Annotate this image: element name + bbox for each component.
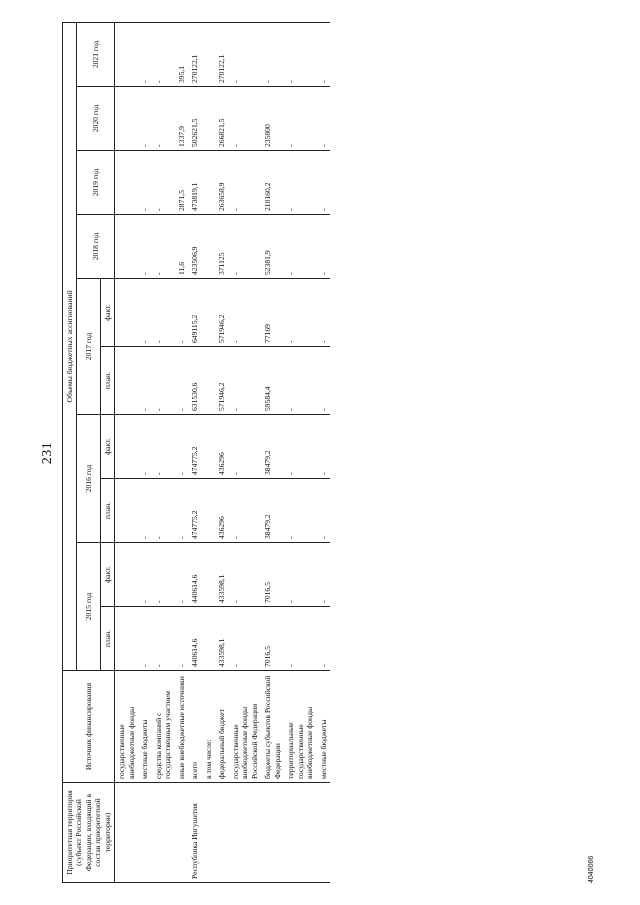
cell-value: - <box>152 215 175 279</box>
cell-territory <box>138 783 151 883</box>
cell-value: - <box>284 607 316 671</box>
cell-value: - <box>284 543 316 607</box>
cell-territory <box>152 783 175 883</box>
cell-value <box>202 22 215 86</box>
cell-value: - <box>229 22 261 86</box>
header-plan-2017: план. <box>100 347 114 415</box>
cell-value <box>115 87 138 151</box>
cell-value <box>202 87 215 151</box>
cell-territory <box>175 783 188 883</box>
cell-value: - <box>284 151 316 215</box>
cell-value: 59584,4 <box>261 347 284 415</box>
cell-value: - <box>229 151 261 215</box>
cell-territory: Республика Ингушетия <box>188 783 201 883</box>
cell-value: - <box>175 415 188 479</box>
cell-value <box>115 347 138 415</box>
cell-value: - <box>138 22 151 86</box>
cell-value: 649115,2 <box>188 279 201 347</box>
cell-territory <box>261 783 284 883</box>
cell-value: - <box>152 543 175 607</box>
cell-value: - <box>284 347 316 415</box>
header-territory: Приоритетная территория (субъект Российской Федерации, входящий в состав приоритетной территории) <box>63 783 115 883</box>
cell-value: - <box>138 479 151 543</box>
cell-value: 2871,5 <box>175 151 188 215</box>
cell-value <box>115 22 138 86</box>
cell-source: государственные внебюджетные фонды <box>115 671 138 783</box>
table-row <box>229 22 261 882</box>
cell-value: - <box>152 479 175 543</box>
cell-value: - <box>229 607 261 671</box>
cell-value: - <box>284 215 316 279</box>
cell-value: - <box>229 87 261 151</box>
cell-value: 474775,2 <box>188 479 201 543</box>
cell-value: - <box>175 279 188 347</box>
cell-value <box>115 151 138 215</box>
cell-value: - <box>261 22 284 86</box>
cell-value: 440614,6 <box>188 607 201 671</box>
cell-value: - <box>317 607 330 671</box>
cell-value <box>115 607 138 671</box>
cell-value: - <box>138 543 151 607</box>
cell-value: 235800 <box>261 87 284 151</box>
cell-value: 474775,2 <box>188 415 201 479</box>
table-row <box>261 22 284 882</box>
header-year-2016: 2016 год <box>77 415 100 543</box>
table-row <box>188 22 201 882</box>
cell-value <box>115 215 138 279</box>
cell-value: - <box>175 543 188 607</box>
cell-value: - <box>317 151 330 215</box>
cell-value: 423506,9 <box>188 215 201 279</box>
header-fact-2016: факт. <box>100 415 114 479</box>
cell-value: - <box>317 347 330 415</box>
header-year-2017: 2017 год <box>77 279 100 415</box>
cell-value: - <box>152 151 175 215</box>
page-number: 231 <box>40 441 55 465</box>
cell-value: 77169 <box>261 279 284 347</box>
cell-value: 440614,6 <box>188 543 201 607</box>
header-year-2021: 2021 год <box>77 22 115 86</box>
cell-value: 52381,9 <box>261 215 284 279</box>
cell-value: 571946,2 <box>215 279 228 347</box>
cell-value: - <box>317 543 330 607</box>
cell-value: - <box>175 479 188 543</box>
cell-value <box>202 279 215 347</box>
header-year-2019: 2019 год <box>77 151 115 215</box>
cell-value <box>115 479 138 543</box>
cell-value: 436296 <box>215 479 228 543</box>
cell-value: - <box>138 607 151 671</box>
cell-value <box>115 279 138 347</box>
cell-value: 266821,5 <box>215 87 228 151</box>
cell-source: местные бюджеты <box>138 671 151 783</box>
table-row <box>284 22 316 882</box>
cell-value: 263658,9 <box>215 151 228 215</box>
cell-value: 7016,5 <box>261 607 284 671</box>
cell-source: территориальные государственные внебюджетные фонды <box>284 671 316 783</box>
cell-value: - <box>229 479 261 543</box>
cell-value: - <box>317 279 330 347</box>
cell-value: - <box>284 22 316 86</box>
cell-territory <box>215 783 228 883</box>
cell-value: 38479,2 <box>261 415 284 479</box>
cell-value: 210160,2 <box>261 151 284 215</box>
cell-source: федеральный бюджет <box>215 671 228 783</box>
cell-value: - <box>284 415 316 479</box>
cell-value <box>115 415 138 479</box>
header-year-2018: 2018 год <box>77 215 115 279</box>
cell-value: 1337,9 <box>175 87 188 151</box>
cell-value: - <box>152 279 175 347</box>
table-row <box>152 22 175 882</box>
cell-value <box>202 607 215 671</box>
cell-value: - <box>175 347 188 415</box>
cell-value: - <box>317 479 330 543</box>
cell-source: государственные внебюджетные фонды Российской Федерации <box>229 671 261 783</box>
header-year-2015: 2015 год <box>77 543 100 671</box>
cell-source: иные внебюджетные источники <box>175 671 188 783</box>
cell-value: 502621,5 <box>188 87 201 151</box>
cell-value: - <box>317 22 330 86</box>
cell-territory <box>202 783 215 883</box>
cell-value: 395,1 <box>175 22 188 86</box>
cell-value: - <box>317 415 330 479</box>
cell-value: - <box>138 347 151 415</box>
table-row <box>215 22 228 882</box>
cell-territory <box>284 783 316 883</box>
cell-source: средства компаний с государственным участием <box>152 671 175 783</box>
cell-value <box>202 415 215 479</box>
cell-source: местные бюджеты <box>317 671 330 783</box>
table-row <box>317 22 330 882</box>
cell-value: 371125 <box>215 215 228 279</box>
cell-value: - <box>317 215 330 279</box>
cell-value: 11,6 <box>175 215 188 279</box>
rotated-content <box>40 23 600 883</box>
cell-value: - <box>229 215 261 279</box>
cell-value: - <box>152 347 175 415</box>
header-year-2020: 2020 год <box>77 87 115 151</box>
cell-value: - <box>138 279 151 347</box>
table-row <box>202 22 215 882</box>
cell-value: - <box>138 215 151 279</box>
cell-value: 473819,1 <box>188 151 201 215</box>
header-plan-2016: план. <box>100 479 114 543</box>
cell-value: - <box>317 87 330 151</box>
header-volumes: Объемы бюджетных ассигнований <box>63 22 77 670</box>
cell-value <box>202 347 215 415</box>
header-source: Источник финансирования <box>63 671 115 783</box>
cell-value: 38479,2 <box>261 479 284 543</box>
cell-value: - <box>152 87 175 151</box>
cell-value: 571946,2 <box>215 347 228 415</box>
table-row <box>115 22 138 882</box>
cell-value: 433598,1 <box>215 543 228 607</box>
table-row <box>175 22 188 882</box>
cell-territory <box>317 783 330 883</box>
cell-source: всего <box>188 671 201 783</box>
cell-value: - <box>138 415 151 479</box>
cell-source: в том числе: <box>202 671 215 783</box>
cell-territory <box>115 783 138 883</box>
header-fact-2017: факт. <box>100 279 114 347</box>
cell-value: - <box>152 607 175 671</box>
cell-value: - <box>284 279 316 347</box>
cell-source: бюджеты субъектов Российской Федерации <box>261 671 284 783</box>
cell-value <box>202 543 215 607</box>
cell-value: 7016,5 <box>261 543 284 607</box>
cell-value <box>202 479 215 543</box>
document-code: 4040066 <box>588 855 595 883</box>
cell-territory <box>229 783 261 883</box>
header-plan-2015: план. <box>100 607 114 671</box>
table-row <box>138 22 151 882</box>
cell-value: 436296 <box>215 415 228 479</box>
cell-value: - <box>152 415 175 479</box>
cell-value: - <box>229 347 261 415</box>
cell-value: 270122,1 <box>188 22 201 86</box>
cell-value <box>202 151 215 215</box>
cell-value: - <box>138 87 151 151</box>
cell-value: - <box>284 479 316 543</box>
cell-value <box>115 543 138 607</box>
cell-value: - <box>229 279 261 347</box>
cell-value: - <box>138 151 151 215</box>
cell-value: - <box>284 87 316 151</box>
cell-value: 433598,1 <box>215 607 228 671</box>
cell-value <box>202 215 215 279</box>
cell-value: - <box>229 543 261 607</box>
header-fact-2015: факт. <box>100 543 114 607</box>
cell-value: 631530,6 <box>188 347 201 415</box>
cell-value: 270122,1 <box>215 22 228 86</box>
cell-value: - <box>229 415 261 479</box>
cell-value: - <box>175 607 188 671</box>
budget-table <box>62 22 330 883</box>
cell-value: - <box>152 22 175 86</box>
